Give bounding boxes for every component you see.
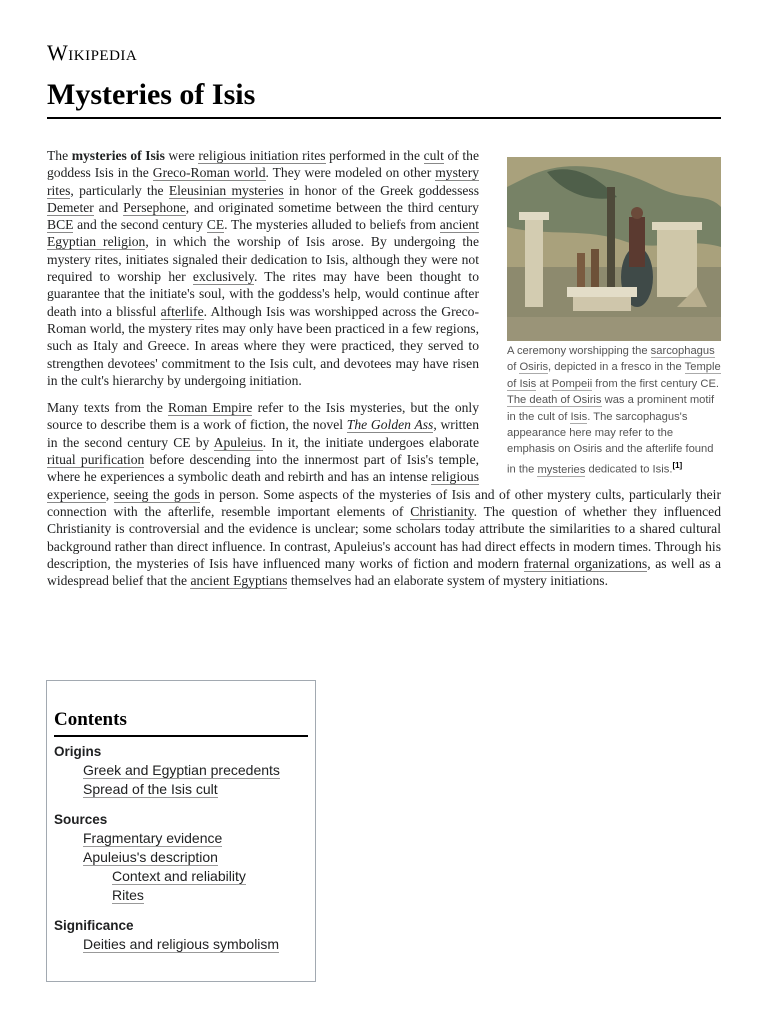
link-christianity[interactable]: Christianity xyxy=(410,503,474,519)
link-roman-empire[interactable]: Roman Empire xyxy=(168,400,253,416)
paragraph-1: The mysteries of Isis were religious initiation rites performed in the cult of the goddess Isis in the Greco-Roman world. They were modeled on other mystery rites, particularly the Eleusinian mysteries in honor of the Greek goddessess Demeter and Persephone, and originated sometime between the third century BCE and the second century CE. The mysteries alluded to beliefs from ancient Egyptian religion, in which the worship of Isis arose. By undergoing the mystery rites, initiates signaled their dedication to Isis, although they were not required to worship her exclusively. The rites may have been thought to guarantee that the initiate's soul, with the goddess's help, would continue after death into a blissful afterlife. Although Isis was worshipped across the Greco-Roman world, the mystery rites may only have been practiced in a few regions, such as Italy and Greece. In areas where they were practiced, they served to strengthen devotees' commitment to the Isis cult, and devotees may have risen in the cult's hierarchy by undergoing initiation. xyxy=(47,148,480,388)
link-religious-initiation-rites[interactable]: religious initiation rites xyxy=(198,148,326,163)
link-religious-experience[interactable]: religious experience xyxy=(47,469,479,502)
toc-item-deities-and-religious-symbolism[interactable]: Deities and religious symbolism xyxy=(83,936,280,952)
link-the-golden-ass[interactable]: The Golden Ass xyxy=(346,417,434,433)
wikipedia-wordmark[interactable]: Wikipedia xyxy=(47,40,138,65)
link-ritual-purification[interactable]: ritual purification xyxy=(47,452,145,468)
toc-item-context-and-reliability[interactable]: Context and reliability xyxy=(112,868,246,884)
paragraph-2: Many texts from the Roman Empire refer to the Isis mysteries, but the only source to describe them is a work of fiction, the novel The Golden Ass, written in the second century CE by Apuleius. In it, the initiate undergoes elaborate ritual purification before descending into the innermost part of Isis's temple, where he experiences a symbolic death and rebirth and has an intense religious experience, seeing the gods in person. Some aspects of the mysteries of Isis and of other mystery cults, particularly their connection with the afterlife, resemble important elements of Christianity. The question of whether they influenced Christianity is controversial and the evidence is unclear; some scholars today attribute the similarities to a shared cultural background rather than direct influence. In contrast, Apuleius's account has had direct effects in modern times. Through his description, the mysteries of Isis have influenced many works of fiction and modern fraternal organizations, as well as a widespread belief that the ancient Egyptians themselves had an elaborate system of mystery initiations. xyxy=(47,400,722,589)
link-seeing-the-gods[interactable]: seeing the gods xyxy=(113,486,200,502)
link-exclusively[interactable]: exclusively xyxy=(192,269,254,285)
link-greco-roman-world[interactable]: Greco-Roman world xyxy=(152,165,266,181)
link-cult[interactable]: cult xyxy=(423,148,444,163)
link-isis[interactable]: Isis xyxy=(570,410,588,423)
toc-item-fragmentary-evidence[interactable]: Fragmentary evidence xyxy=(83,830,223,846)
link-bce[interactable]: BCE xyxy=(47,217,74,233)
link-eleusinian-mysteries[interactable]: Eleusinian mysteries xyxy=(168,182,284,198)
image-caption: A ceremony worshipping the sarcophagus of Osiris, depicted in a fresco in the Temple of Isis at Pompeii from the first century CE. The death of Osiris was a prominent motif in the cult of Isis. The sarcophagus's appearance here may refer to the emphasis on Osiris and the afterlife found in the mysteries dedicated to Isis.[1] xyxy=(507,345,721,476)
link-ce[interactable]: CE xyxy=(206,217,225,233)
link-apuleius[interactable]: Apuleius xyxy=(213,434,263,450)
fresco-illustration xyxy=(507,157,721,341)
table-of-contents xyxy=(46,680,316,982)
toc-item-significance[interactable]: Significance xyxy=(54,918,134,933)
toc-item-apuleius-description[interactable]: Apuleius's description xyxy=(83,849,218,865)
link-fraternal-organizations[interactable]: fraternal organizations xyxy=(523,555,648,571)
link-osiris[interactable]: Osiris xyxy=(519,361,549,374)
link-temple-of-isis[interactable]: Temple of Isis xyxy=(507,361,721,390)
page-title: Mysteries of Isis xyxy=(47,78,256,111)
citation-1[interactable]: [1] xyxy=(672,460,683,470)
link-mysteries[interactable]: mysteries xyxy=(537,463,586,476)
link-pompeii[interactable]: Pompeii xyxy=(551,377,593,390)
fresco-image[interactable] xyxy=(507,157,721,341)
toc-item-greek-egyptian-precedents[interactable]: Greek and Egyptian precedents xyxy=(83,762,280,778)
toc-heading: Contents xyxy=(54,709,308,737)
link-afterlife[interactable]: afterlife xyxy=(160,303,204,319)
link-persephone[interactable]: Persephone xyxy=(123,199,186,215)
link-ancient-egyptian-religion[interactable]: ancient Egyptian religion xyxy=(47,217,479,250)
link-demeter[interactable]: Demeter xyxy=(47,199,94,215)
toc-item-sources[interactable]: Sources xyxy=(54,812,108,827)
toc-item-rites[interactable]: Rites xyxy=(112,887,144,903)
title-divider xyxy=(47,117,721,119)
link-ancient-egyptians[interactable]: ancient Egyptians xyxy=(190,573,288,589)
link-sarcophagus[interactable]: sarcophagus xyxy=(650,345,715,357)
toc-item-spread-of-isis-cult[interactable]: Spread of the Isis cult xyxy=(83,781,218,797)
article-body xyxy=(47,147,721,599)
toc-item-origins[interactable]: Origins xyxy=(54,744,102,759)
link-death-of-osiris[interactable]: The death of Osiris xyxy=(507,394,602,407)
link-mystery-rites[interactable]: mystery rites xyxy=(47,165,480,198)
infobox-figure xyxy=(507,157,721,478)
